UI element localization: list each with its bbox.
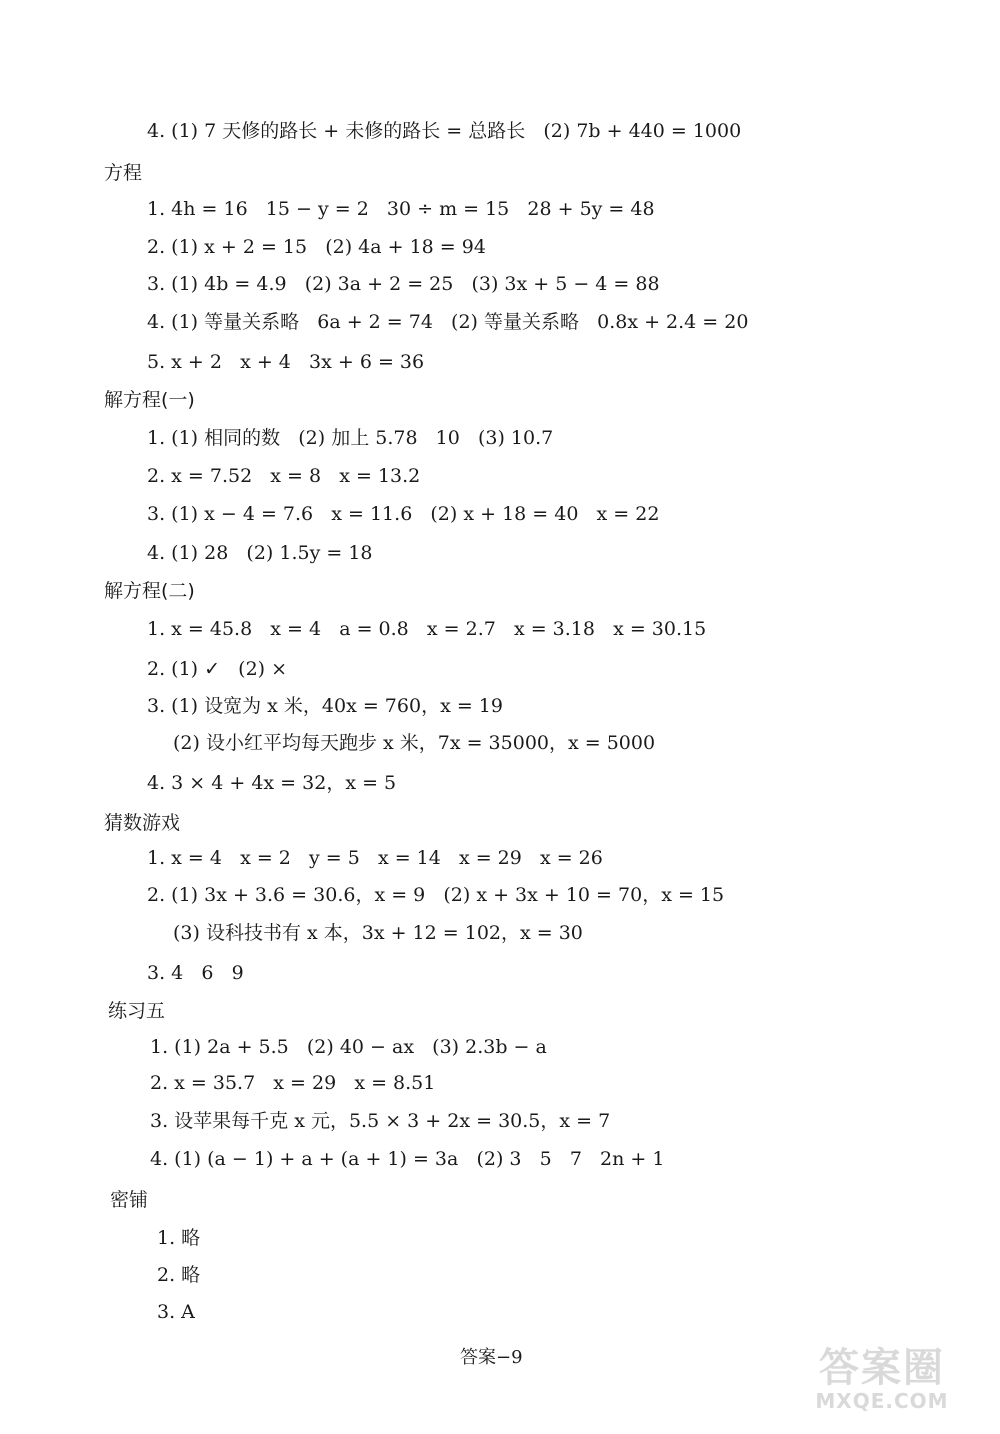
answer-line: 1. 4h = 16 15 − y = 2 30 ÷ m = 15 28 + 5y = 48 xyxy=(147,198,655,220)
answer-line: 1. x = 45.8 x = 4 a = 0.8 x = 2.7 x = 3.18 x = 30.15 xyxy=(147,618,707,640)
answer-line: 4. (1) (a − 1) + a + (a + 1) = 3a (2) 3 5 7 2n + 1 xyxy=(150,1148,665,1170)
answer-line: 2. 略 xyxy=(157,1264,201,1286)
section-heading-solve-two: 解方程(二) xyxy=(104,580,195,602)
answer-line: 2. (1) x + 2 = 15 (2) 4a + 18 = 94 xyxy=(147,236,486,258)
answer-line: 1. 略 xyxy=(157,1227,201,1249)
answer-line: 4. (1) 等量关系略 6a + 2 = 74 (2) 等量关系略 0.8x + 2.4 = 20 xyxy=(147,311,749,333)
answer-line: 5. x + 2 x + 4 3x + 6 = 36 xyxy=(147,351,425,373)
section-heading-tessellation: 密铺 xyxy=(110,1189,149,1211)
watermark xyxy=(782,1346,982,1416)
answer-line: 2. x = 7.52 x = 8 x = 13.2 xyxy=(147,465,421,487)
answer-line: 3. (1) x − 4 = 7.6 x = 11.6 (2) x + 18 = 40 x = 22 xyxy=(147,503,660,525)
answer-line: 4. 3 × 4 + 4x = 32，x = 5 xyxy=(147,772,397,794)
answer-subline: (2) 设小红平均每天跑步 x 米，7x = 35000，x = 5000 xyxy=(173,732,656,754)
section-heading-solve-one: 解方程(一) xyxy=(104,389,195,411)
section-heading-guess-game: 猜数游戏 xyxy=(104,812,181,834)
answer-line: 3. A xyxy=(157,1301,195,1323)
section-heading-equations: 方程 xyxy=(104,162,143,184)
answer-line: 3. 设苹果每千克 x 元，5.5 × 3 + 2x = 30.5，x = 7 xyxy=(150,1110,611,1132)
answer-line: 2. x = 35.7 x = 29 x = 8.51 xyxy=(150,1072,436,1094)
answer-line: 1. (1) 相同的数 (2) 加上 5.78 10 (3) 10.7 xyxy=(147,427,554,449)
answer-subline: (3) 设科技书有 x 本，3x + 12 = 102，x = 30 xyxy=(173,922,583,944)
answer-line: 4. (1) 28 (2) 1.5y = 18 xyxy=(147,542,373,564)
answer-line: 2. (1) 3x + 3.6 = 30.6，x = 9 (2) x + 3x + 10 = 70，x = 15 xyxy=(147,884,725,906)
watermark-url: MXQE.COM xyxy=(815,1389,949,1413)
page-number: 答案−9 xyxy=(460,1347,523,1368)
answer-line: 3. 4 6 9 xyxy=(147,962,244,984)
answer-line: 1. x = 4 x = 2 y = 5 x = 14 x = 29 x = 26 xyxy=(147,847,603,869)
answer-line: 1. (1) 2a + 5.5 (2) 40 − ax (3) 2.3b − a xyxy=(150,1036,547,1058)
watermark-logo: 答案圈 xyxy=(819,1345,945,1391)
section-heading-exercise-five: 练习五 xyxy=(108,1000,166,1022)
answer-line: 2. (1) ✓ (2) × xyxy=(147,658,288,680)
answer-line: 3. (1) 4b = 4.9 (2) 3a + 2 = 25 (3) 3x + 5 − 4 = 88 xyxy=(147,273,660,295)
answer-line: 3. (1) 设宽为 x 米，40x = 760，x = 19 xyxy=(147,695,503,717)
answer-line: 4. (1) 7 天修的路长 + 未修的路长 = 总路长 (2) 7b + 440 = 1000 xyxy=(147,120,742,142)
